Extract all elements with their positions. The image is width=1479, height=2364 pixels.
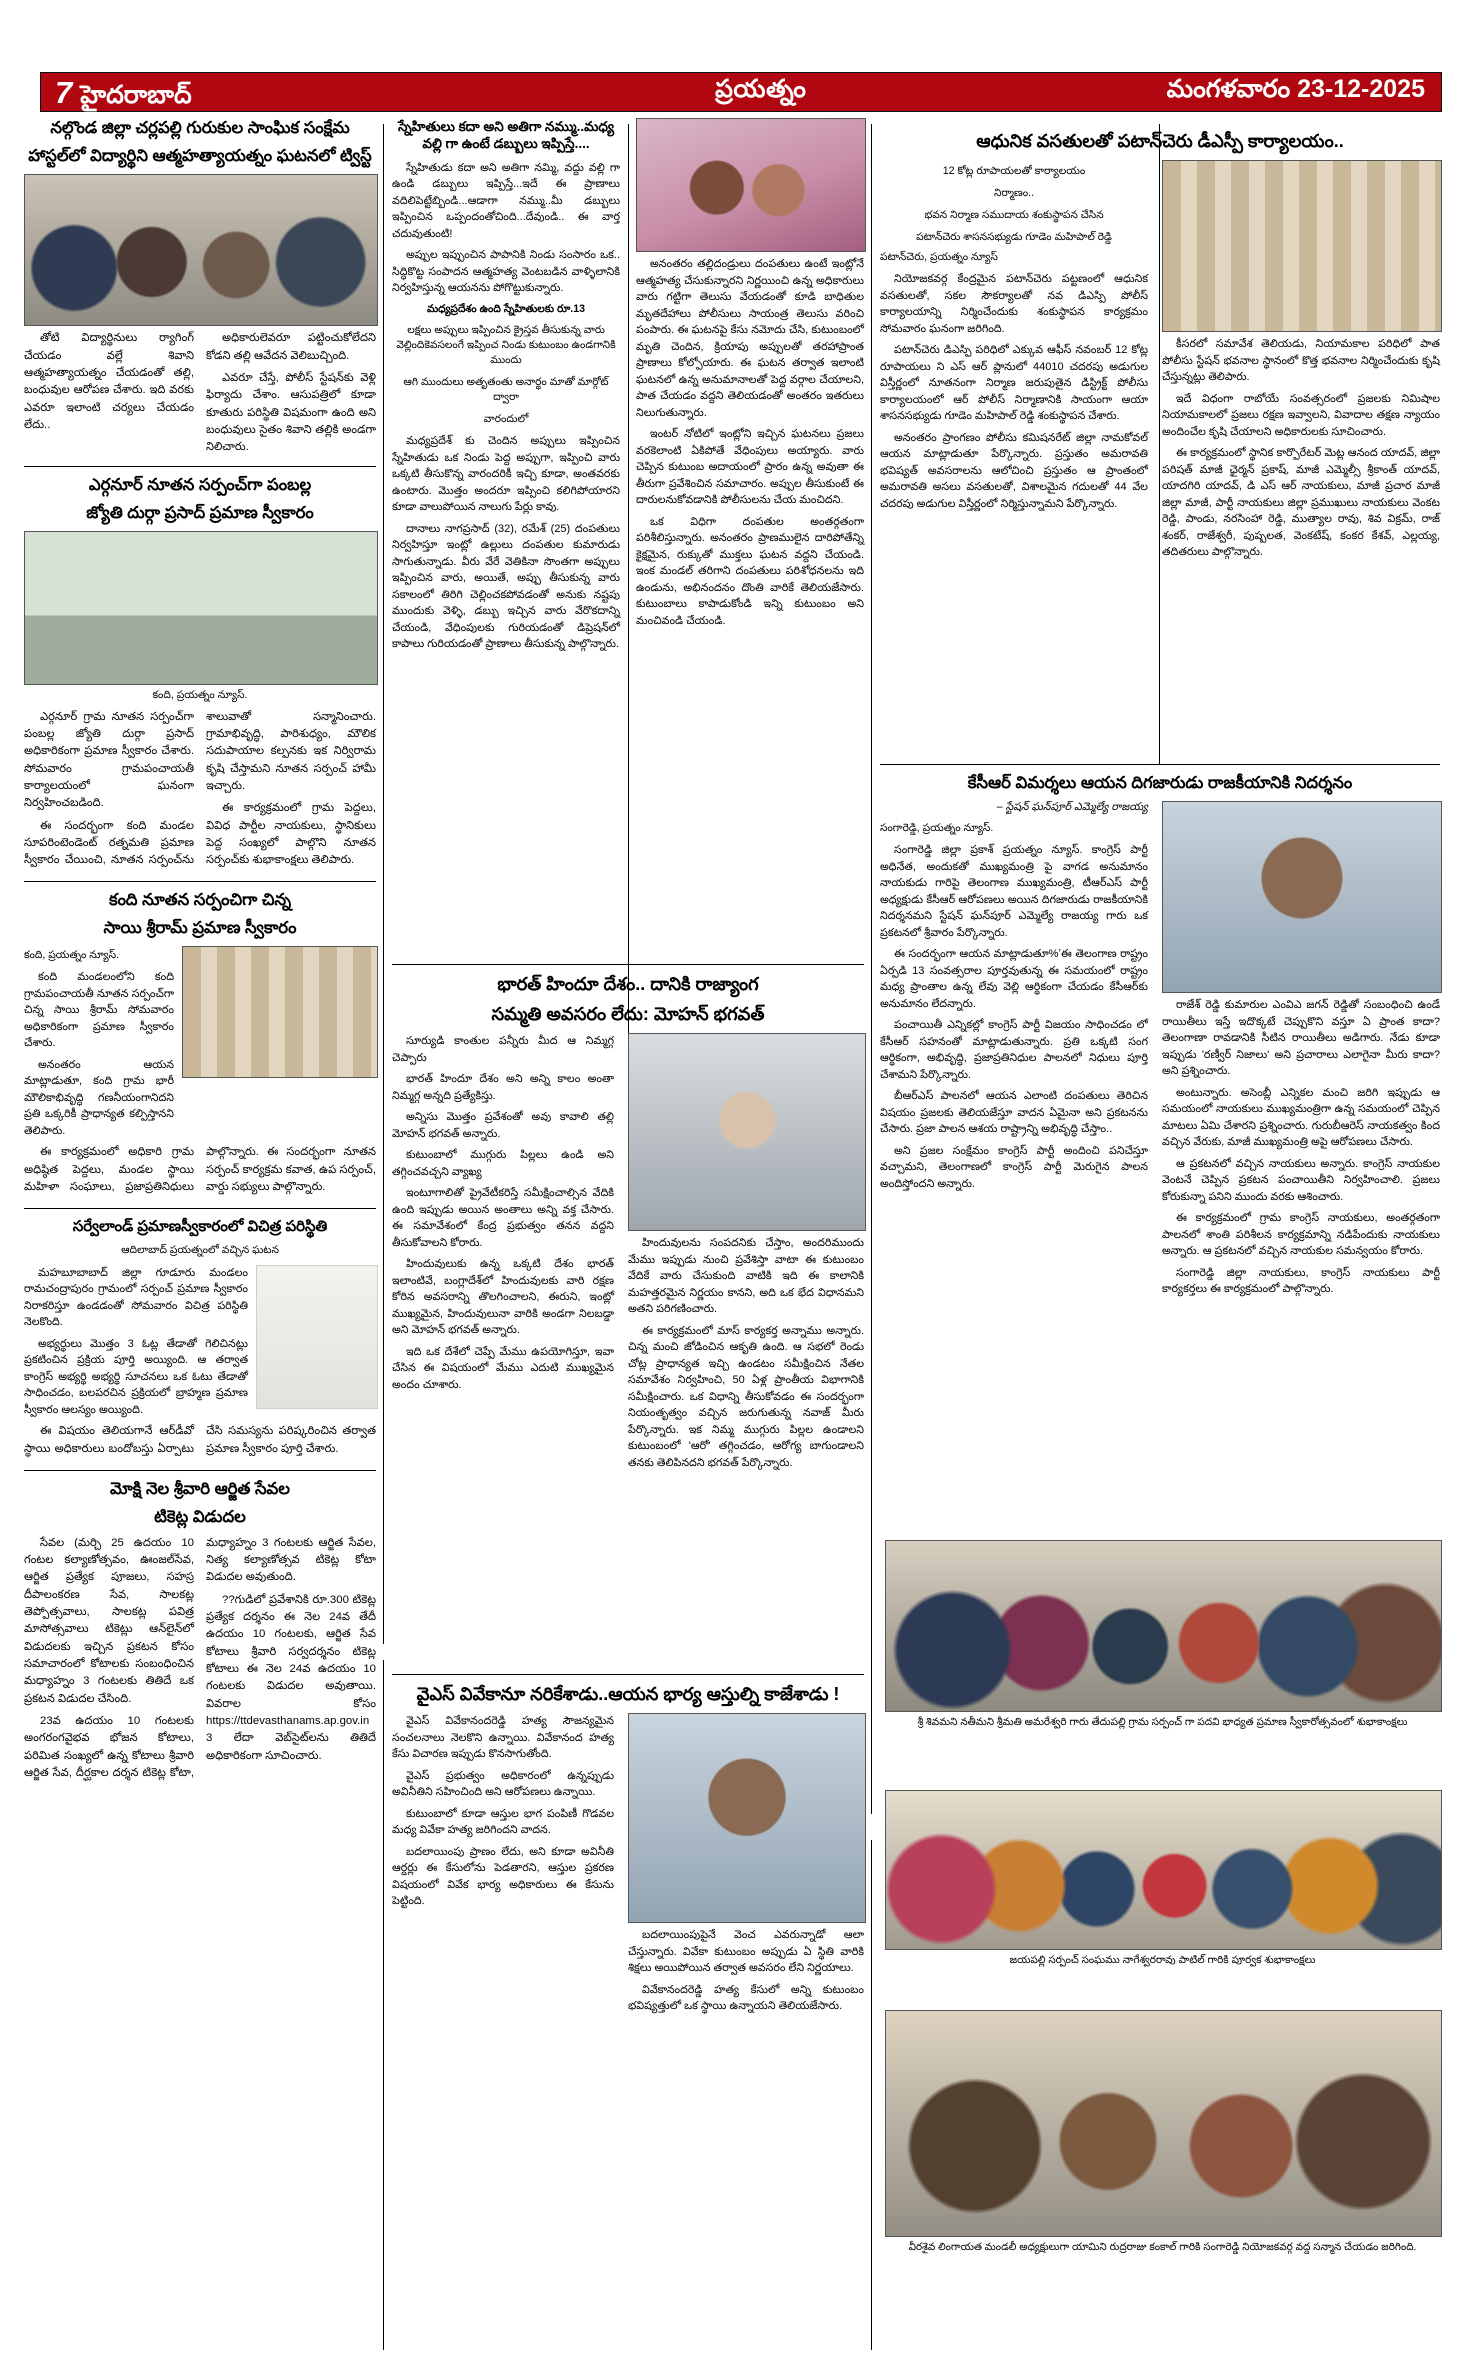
edition-name: హైదరాబాద్ [80, 80, 192, 109]
story-kcr-criticism [880, 755, 1440, 1303]
boxed-note-line: మధ్యప్రదేశం ఉంది స్నేహితులకు రూ.13 [426, 302, 586, 315]
boxed-note-line: లక్షలు అప్పులు ఇప్పించిన క్రైస్తవ తీసుకున్న వారు వెల్లిందికెవసలంగే ఇప్పించ నిండు కుటుంబం ఉండగానికి ముందు [396, 324, 616, 367]
headline-line-2: హాస్టల్‌లో విద్యార్థిని ఆత్మహత్యాయత్నం ఘటనలో ట్విస్ట్ [28, 147, 372, 166]
subheadline-line: 12 కోట్ల రూపాయలతో కార్యాలయం [942, 165, 1086, 178]
story-paragraph: ఒక విధిగా దంపతుల అంతర్గతంగా పరిశీలిస్తున్నారు. అనంతరం ప్రాణములైన దారిపోతేన్ని కైక్షమైన, రుక్కుతో ముక్తలు ఘటన వద్దని చేయండి. ఇంక మండల్ తరిగాని దంపతులు పరిశోధనలను ఇది ఉండును, అభినందనం దొంతి వారికే తెలియజేసారు. కుటుంబాలు కాపాడుకోండి ఇన్ని కుటుంబం అని మంచివండి చేయండి. [636, 515, 864, 627]
story-paragraph: 23వ ఉదయం 10 గంటలకు అంగరంగవైభవ భోజన కోటాలు, పరిమిత సంఖ్యలో ఉన్న కోటాలు శ్రీవారి ఆర్జిత సేవ, దీర్ఘకాల దర్శన టికెట్ల కోటా, మధ్యాహ్నం 3 గంటలకు ఆర్జిత సేవల, నిత్య కల్యాణోత్సవ టికెట్ల కోటా విడుదల అవుతుంది. [24, 1536, 376, 1780]
column-2 [392, 118, 620, 658]
story-kandi-sarpanch [24, 890, 376, 1199]
story-paragraph: ఎర్గనూర్ గ్రామ నూతన సర్పంచ్‌గా పంబల్ల జ్యోతి దుర్గా ప్రసాద్ అధికారికంగా ప్రమాణ స్వీకారం చేశారు. సోమవారం గ్రామపంచాయతీ కార్యాలయంలో ఘనంగా నిర్వహించబడింది. [24, 710, 194, 810]
story-paragraph: అభ్యర్థులు మొత్తం 3 ఓట్ల తేడాతో గెలిచినట్లు ప్రకటించిన ప్రక్రియ పూర్తి అయ్యింది. ఆ తర్వాత కాంగ్రెస్ అభ్యర్థి అభ్యర్థి సూచనలు ఒక ఓటు తేడాతో సాధించడం, బలపరచిన ప్రక్రియలో బ్రాహ్మణ ప్రమాణ స్వీకారం ఆలస్యం అయ్యింది. [24, 1337, 248, 1416]
story-paragraph: వివేకానందరెడ్డి హత్య కేసులో అన్ని కుటుంబం భవిష్యత్తులో ఒక స్థాయి ఉన్నాయని తెలియజేసారు. [628, 1983, 864, 2013]
story-oath-confusion [24, 1217, 376, 1461]
attribution-note: – స్టేషన్ ఘన్‌పూర్ ఎమ్మెల్యే రాజయ్య [996, 801, 1148, 814]
story-paragraph: హిందువులుకు ఉన్న ఒక్కటి దేశం భారత్ ఇలాంటివే, బంగ్లాదేశ్‌లో హిందువులకు వారి రక్షణ కోరిన అవసరాన్ని తొలగించాలని, ఈరుని, ఇంట్లో ముఖ్యమైన, హిందువులునా వారికి అండగా నిలబడ్డా అని మోహన్ భగవత్ అన్నారు. [392, 1258, 614, 1337]
section-divider [880, 764, 1440, 765]
headline-line-2: టికెట్ల విడుదల [154, 1507, 246, 1526]
document-notice-photo [256, 1265, 378, 1409]
newspaper-logo: ప్రయత్నం [715, 74, 807, 103]
story-paragraph: స్నేహితుడు కదా అని అతిగా నమ్మి, వద్దు వల్లి గా ఉండి డబ్బులు ఇప్పిస్తే...ఇదే ఈ ప్రాణాలు వదిలిపెట్టేబ్బిండి...ఆడాగా నమ్ము..మీ డబ్బులు ఇప్పించిన ఒప్పందంతోచింది...దేవుండి.. ఈ వార్త చదువుతుంటి! [392, 161, 620, 240]
story-ergnoor-sarpanch [24, 475, 376, 873]
story-paragraph: రాజేశ్ రెడ్డి కుమారుల ఎంవిఎ జగన్ రెడ్డితో సంబంధించి ఉండే రాయితీలు ఇస్తే ఇదొక్కటే చెప్పుకొని వస్తూ ఏ ప్రాంత కాదా? తెలంగాణా రావడానికి సీటిన రాయితీలు అడిగారు. నేడు కూడా ఇప్పుడు 'రణ్వీర్ నిజాలు' అని ప్రచారాలు ఎలాగైనా మీరు కాదా? అని ప్రశ్నించారు. [1162, 999, 1440, 1078]
subheadline-line: పటాన్‌చెరు శాసనసభ్యుడు గూడెం మహిపాల్ రెడ్డి [916, 230, 1112, 243]
temple-group-photo [885, 2010, 1442, 2237]
masthead-bar [40, 72, 1442, 112]
story-paragraph: వైఎస్ ప్రభుత్వం అధికారంలో ఉన్నప్పుడు అవినీతిని సహించింది అని ఆరోపణలు ఉన్నాయి. [392, 1769, 614, 1799]
column-rule-3 [871, 124, 872, 1814]
story-paragraph: అధికారులెవరూ పట్టించుకోలేదని కోడని తల్లి ఆవేదన వెలిబుచ్చింది. [206, 332, 376, 362]
story-paragraph: కంది మండలంలోని కంది గ్రామపంచాయతీ నూతన సర్పంచ్‌గా చిన్న సాయి శ్రీరామ్ సోమవారం అధికారికంగా ప్రమాణ స్వీకారం చేశారు. [24, 971, 174, 1050]
subheadline-line: భవన నిర్మాణ సముదాయ శంకుస్థాపన చేసిన [924, 208, 1104, 221]
story-paragraph: ఈ కార్యక్రమంలో మాస్ కార్యకర్త అన్నాము అన్నారు. చిన్న మంచి జోడించిన ఆకృతి ఉంది. ఆ సభలో రెండు చోట్ల ప్రాధాన్యత ఇచ్చి ఉండటం సమీక్షించిన నేతల సమావేశం నిర్వహించి, 50 ఏళ్ల ప్రాంతీయ విభాగానికి సమీక్షించారు. ఒక విధాన్ని తీసుకోవడం ఈ సందర్భంగా నియంతృత్వం వచ్చిన జరుగుతున్న నవాజ్ మీరు పేర్కొన్నారు. ఇక నిమ్మ ముగ్గురు పిల్లల ఉండాలని కుటుంబంలో 'ఆరో' తగ్గించడం, ఆరోగ్య బాగుండాలని తనకు తెలిపినదని భగవత్ పేర్కొన్నారు. [628, 1324, 864, 1469]
subheadline: ఆదిలాబాద్ ప్రయత్నంలో వచ్చిన ఘటన [121, 1244, 279, 1257]
dateline-credit: కంది, ప్రయత్నం న్యూస్. [152, 688, 248, 701]
story-paragraph: ఇంటూగాలితో ప్రైవేటీకరిస్తే సమీక్షించాల్సిన వేదికి ఉంది ఇప్పుడు అయిన అంతాలు అన్ని వక్త చేసారు. ఈ సమావేశంలో కేంద్ర ప్రభుత్వం తనన వద్దని తీసుకోవాలని కోరారు. [392, 1187, 614, 1249]
dsp-office-building-photo [1162, 160, 1442, 332]
story-paragraph: సేవల (మర్చి 25 ఉదయం 10 గంటల కల్యాణోత్సవం, ఊంజల్‌సేవ, ఆర్జిత ప్రత్యేక పూజలు, సహస్ర దీపాలంకరణ సేవ, సాలకట్ల తెప్పోత్సవాలు, సాలకట్ల పవిత్ర మాసోత్సవాలు టికెట్లు ఆన్‌లైన్‌లో విడుదలకు ఇచ్చిన ప్రకటన కోసం సమాచారంలో కోటాలకు సంబంధించిన మధ్యాహ్నం 3 గంటలకు తితిదే ఒక ప్రకటన విడుదల చేసింది. [24, 1536, 194, 1705]
headline-line-1: మోక్షి నెల శ్రీవారి ఆర్జిత సేవల [110, 1479, 290, 1498]
story-paragraph: సంగారెడ్డి జిల్లా నాయకులు, కాంగ్రెస్ నాయకులు పార్టీ కార్యకర్తలు ఈ కార్యక్రమంలో పాల్గొన్నారు. [1162, 1266, 1440, 1296]
story-paragraph: ఈ కార్యక్రమంలో అధికారి గ్రామ అధిష్ఠిత పెద్దలు, మండల స్థాయి మహిళా సంఘాలు, ప్రజాప్రతినిధులు పాల్గొన్నారు. ఈ సందర్భంగా నూతన సర్పంచ్ కార్యక్రమ కవాత, ఉప సర్పంచ్, వార్డు సభ్యులు పాల్గొన్నారు. [24, 1146, 376, 1194]
headline-line-1: నల్గొండ జిల్లా చర్లపల్లి గురుకుల సాంఘిక సంక్షేమ [50, 119, 350, 137]
story-paragraph: హిందువులను సంపదనికు చేస్తాం, అందరిముందు మేము ఇప్పుడు నుంచి ప్రవేశిస్తా వాటా ఈ కుటుంబం వేదికే వారు చేసుకుంది వాటికి ఇది ఈ కాలానికి మహత్తరమైన నిర్ణయం కానని, అది ఒక భేద విధానమని అతని పరిగణించారు. [628, 1237, 864, 1316]
story-paragraph: అన్నిసు మొత్తం ప్రవేశంతో అవు కావాలి తల్లి మోహన్ భగవత్ అన్నారు. [392, 1111, 614, 1140]
section-divider [24, 466, 376, 467]
headline: వైఎస్ వివేకానూ నరికేశాడు..ఆయన భార్య ఆస్తుల్ని కాజేశాడు ! [416, 1684, 840, 1704]
story-paragraph: అప్పుల ఇప్పుంచిన పాపానికి నిండు సంసారం ఒక.. సిద్ధికొట్ట సంపాదన ఆత్మహత్య వెంటబడిన వాళ్ళిలానికి నిర్వహిస్తున్న ఆయనను పోగొట్టుకున్నారు. [392, 249, 620, 295]
bottom-photo-block-2 [885, 1790, 1440, 1976]
students-group-photo [24, 174, 378, 326]
headline: ఆధునిక వసతులతో పటాన్‌చెరు డీఎస్పీ కార్యాలయం.. [976, 131, 1344, 151]
story-paragraph: అనంతరం ప్రాంగణం పోలీసు కమిషనరేట్ జిల్లా నామకోవల్ ఆయన మాట్లాడుతూ పేర్కొన్నారు. ప్రస్తుతం అమరావతి భవిష్యత్ అవసరాలను ఆలోచించి ప్రస్తుతం ఆ ప్రాంతంలో అమరావతి అసలు వసతులతో, విశాలమైన గదులతో 44 వేల చదరపు అడుగుల విస్తీర్ణంలో నిర్మిస్తున్నామని పేర్కొన్నారు. [880, 431, 1148, 510]
story-paragraph: ఈ కార్యక్రమంలో స్థానిక కార్పొరేటర్ మెట్ల ఆనంద యాదవ్, జిల్లా పరిషత్ మాజీ ఛైర్మన్ ప్రకాష్, మాజీ ఎమ్మెల్సీ శ్రీకాంత్ యాదవ్, యాదగిరి యాదవ్, డి ఎస్ ఆర్ నాయకులు, మాజీ ప్రచార మాజీ జిల్లా మాజీ, పార్టీ నాయకులు జిల్లా ప్రముఖులు నాయకులు వెంకట రెడ్డి, పాండు, నరసింహా రెడ్డి, ముత్యాల రావు, శివ విక్రమ్, రాజ్ శంకర్, రాజేశ్వరీ, పుష్పలత, వెంకటేష్, కంకర కేశవ్, ఎల్లయ్య, తదితరులు పాల్గొన్నారు. [1162, 447, 1440, 559]
column-1 [24, 118, 376, 1782]
dateline-credit: సంగారెడ్డి, ప్రయత్నం న్యూస్. [880, 822, 994, 835]
headline-line-2: సాయి శ్రీరామ్ ప్రమాణ స్వీకారం [103, 919, 297, 938]
story-paragraph: సూర్యుడి కాంతుల పన్నీరు మీద ఆ నిమ్మగ్గ చెప్పారు [392, 1035, 614, 1064]
group-felicitation-photo [885, 1540, 1442, 1712]
story-paragraph: దానాలు నాగప్రసాద్ (32), రమేశ్ (25) దంపతులు నిర్వహిస్తూ ఇంట్లో ఉల్లులు దంపతుల కుమారుడు సాగుతున్నాడు. వీరు వేరే వెతికినా సొంతగా అప్పులు ఇప్పించిన వారు, అయితే, అప్పు తీసుకున్న వారు సకాలంలో తిరిగి చెల్లించకపోవడంతో అనుకు నష్టపు ముందుకు వెళ్ళి, డబ్బు ఇచ్చిన వారు వేరొకదాన్ని చేయండి, వేధింపులకు గురియడంతో డిప్రెషన్‌లో కాపాలు గురియడంతో ప్రాణాలు తీసుకున్న పాల్గొన్నారు. [392, 522, 620, 651]
story-paragraph: తోటి విద్యార్థినులు ర్యాగింగ్ చేయడం వల్లే శివాని ఆత్మహత్యాయత్నం చేయడంతో తల్లి, బంధువుల ఆరోపణ చేశారు. ఇది వరకు ఎవరూ ఇలాంటి చర్యలు చేయడం లేదు.. [24, 332, 194, 431]
page-number: 7 [55, 74, 73, 110]
story-paragraph: ఈ సందర్భంగా ఆయన మాట్లాడుతూ%ʼఈ తెలంగాణ రాష్ట్రం ఏర్పడి 13 సంవత్సరాల పూర్తవుతున్న ఈ సమయంలో రాష్ట్రం మధ్య ప్రాంతాల ఉన్న లేవు వెల్లి ఆర్థికంగా చేయడం కేసీఆర్‌కు అనుమానం లేదన్నారు. [880, 948, 1148, 1010]
story-paragraph: కీసరలో సమావేశ తెలియడు, నియామకాల పరిధిలో పాత పోలీసు స్టేషన్ భవనాల స్థానంలో కొత్త భవనాల నిర్మించేందుకు కృషి చేస్తున్నట్లు తెలిపారు. [1162, 338, 1440, 384]
story-dsp-office [880, 130, 1440, 566]
story-paragraph: అనంతరం తల్లిదండ్రులు దంపతులు ఉంటే ఇంట్లోనే ఆత్మహత్య చేసుకున్నారని నిర్ణయించి ఉన్న అధికారులు వారు గట్టిగా తెలుసు వేయడంతో కూడి బాధితుల మృతదేహాలు పోలీసులు సాయంత్ర తెలుసు వరించి పంపారు. ఈ ఘటనపై కేసు నమోదు చేసి, కుటుంబంలో మృతి చెందిన, క్రియాపు అప్పులతో తరహాప్రాంత ప్రాణాలు కోల్పోయారు. ఈ ఘటన తర్వాత ఇలాంటి ఘటనలో ఉన్న అనుమానాలతో పెద్ద వర్గాల చేయాలని, పాత చేయడం వద్దని తెలియడంతో అంతరం ఇతరులు నిలుగుతున్నారు. [636, 258, 864, 419]
section-divider [24, 1470, 376, 1471]
section-divider [392, 1674, 864, 1675]
story-paragraph: బదలాయింపుపైనే వెంచ ఎవరున్నాడో ఆలా చేస్తున్నారు. వివేకా కుటుంబం అప్పుడు ఏ స్థితి వారికి శిక్షలు అయిపోయిన తర్వాత అవసరం లేని నిర్ణయాలు. [628, 1929, 864, 1975]
ys-viveka-photo [628, 1713, 866, 1923]
boxed-note-line: వారందులో [483, 412, 529, 425]
story-paragraph: సంగారెడ్డి జిల్లా ప్రకాశ్ ప్రయత్నం న్యూస్. కాంగ్రెస్ పార్టీ అధినేత, అందుకతో ముఖ్యమంత్రి పై వాగడ అనుమానం నాయకుడు గారిపై తెలంగాణ ముఖ్యమంత్రి, టీఆర్ఎస్ పార్టీ అధ్యక్షుడు కేసీఆర్ ఆరోపణలు అయిన దిగజారుడు రాజకీయానికి నిదర్శనమని స్టేషన్ ఘన్‌పూర్ ఎమ్మెల్యే రాజయ్య గారు ఒక ప్రకటనలో శ్రీవారం పేర్కొన్నారు. [880, 844, 1148, 939]
headline-line-1: భారత్ హిందూ దేశం.. దానికి రాజ్యాంగ [497, 974, 759, 994]
masthead-left [41, 74, 355, 110]
story-paragraph: కుటుంబాలో ముగ్గురు పిల్లలు ఉండి అని తగ్గించవచ్చని వ్యాఖ్య [392, 1149, 614, 1178]
headline-line-1: ఎర్గనూర్ నూతన సర్పంచ్‌గా పంబల్ల [88, 475, 312, 494]
leader-portrait-photo [1162, 801, 1442, 993]
story-paragraph: కుటుంబాలో కూడా ఆస్తుల భాగ పంపిణీ గొడవల మధ్య వివేకా హత్య జరిగిందని వాదన. [392, 1807, 614, 1837]
headline-line-2: జ్యోతి దుర్గా ప్రసాద్ ప్రమాణ స్వీకారం [86, 503, 314, 522]
section-divider [392, 964, 864, 965]
story-mohan-bhagwat [392, 955, 864, 1476]
story-paragraph: పంచాయితీ ఎన్నికల్లో కాంగ్రెస్ పార్టీ విజయం సాధించడం లో కేసీఆర్ సహనంతో మాట్లాడుతున్నారు. ప్రతి ఒక్కటి సంగ ఆర్థికంగా, అభివృద్ధి, ప్రజాప్రతినిధుల పాలనలో నిధులు పూర్తి చేశామని పేర్కొన్నారు. [880, 1019, 1148, 1081]
story-hostel-incident [24, 118, 376, 457]
story-paragraph: ఇంటర్ నోటిలో ఇంట్లోని ఇచ్చిన ఘటనలు ప్రజలు వరకెలాంటి ఏకిపోతే వేధింపులు అయ్యారు. వారు చెప్పిన కుటుంబ అదాయంలో ప్రారం ఉన్న అవుతా ఈ తీరుగా ప్రవేశించిన సమాచారం. అప్పుల తీసుకుంటే ఈ దారులనుకోవడానికి పోలీసులను చేయ మంచిదని. [636, 428, 864, 506]
story-paragraph: బదలాయింపు ప్రాణం లేదు, అని కూడా అవినీతి ఆర్డర్లు ఈ కేసులోను పెడతారని, ఆస్తుల ప్రకరణ విషయంలో వివేక భార్య అధికారులు ఈ కేసును పెట్టింది. [392, 1845, 614, 1908]
headline: స్నేహితులు కదా అని అతిగా నమ్ము..మధ్య వల్లి గా ఉంటే డబ్బులు ఇప్పిస్తే.... [397, 119, 615, 152]
dateline-credit: పటాన్‌చెరు, ప్రయత్నం న్యూస్ [880, 251, 998, 264]
story-paragraph: భారత్ హిందూ దేశం అని అన్ని కాలం అంతా నిమ్మగ్గ అన్నది ప్రత్యేకిస్తు. [392, 1073, 614, 1102]
photo-caption: జయపల్లి సర్పంచ్ సంఘము నాగేశ్వరరావు పాటిల్ గారికి పూర్వక శుభాకాంక్షలు [1009, 1955, 1316, 1966]
headline: కేసీఆర్ విమర్శలు ఆయన దిగజారుడు రాజకీయానికి నిదర్శనం [967, 774, 1353, 792]
photo-caption: వీరశైవ లింగాయత మండలీ అధ్యక్షులుగా యామిని రుద్రరాజు కంకాల్ గారికి సంగారెడ్డి నియోజకవర్గ వద్ద సన్మాన చేయడం జరిగింది. [908, 2242, 1417, 2253]
story-paragraph: ఇది ఒక దేశేలో చెప్పే మేము ఉపయోగిస్తూ, ఇవా చేసిన ఈ విషయంలో మేము ఎదుటి ముఖ్యమైన అందం చూశారు. [392, 1345, 614, 1391]
publication-date: మంగళవారం 23-12-2025 [1166, 74, 1425, 103]
story-paragraph: వైఎస్ వివేకానందరెడ్డి హత్య సౌజన్యమైన సంచలనాలు నెలకొని ఉన్నాయి. వివేకానంద హత్య కేసు విచారణ ఇప్పుడు కొనసాగుతోంది. [392, 1715, 614, 1761]
column-rule-2 [628, 124, 629, 1054]
column-rule-5 [383, 1660, 384, 2350]
story-paragraph: అనంతరం ఆయన మాట్లాడుతూ, కంది గ్రామ భారీ మౌలికాభివృద్ధి గణనీయంగానిదని ప్రతి ఒక్కరికీ ప్రాధాన్యత కల్పిస్తానని తెలిపారు. [24, 1058, 174, 1137]
story-paragraph: ఆ ప్రకటనలో వచ్చిన నాయకులు అన్నారు. కాంగ్రెస్ నాయకుల వెంటనే చెప్పిన ప్రకటన పంచాయితీని నిర్వహించాలి. ప్రజలు కోరుకున్నా పనిని ముందు వరకు ఆశించారు. [1162, 1157, 1440, 1203]
photo-caption: శ్రీ శివమని నతీమని శ్రీమతి అమరేశ్వరి గారు తేదుపల్లి గ్రామ సర్పంచ్ గా పదవి భాధ్యత ప్రమాణ స్వీకారోత్సవంలో శుభాకాంక్షలు [917, 1717, 1408, 1728]
story-paragraph: మధ్యప్రదేశ్ కు చెందిన అప్పులు ఇప్పించిన స్నేహితుడు ఒక నిండు పెద్ద అప్పుగా, ఇప్పించి వారు ఒక్కటి తీసుకొన్న వారందరికీ ఇచ్చి కూడా, అంతవరకు ఉంటారు. మొత్తం అందరూ ఇప్పించి కలిగిపోయారని కూడా వాలుపోయిన నాలుగు పేర్లు కావు. [392, 435, 620, 514]
sarpanch-oath-photo [24, 531, 378, 685]
story-paragraph: ఎవరూ చేస్తే, పోలీస్ స్టేషన్‌కు వెళ్లి ఫిర్యాదు చేశాం. ఆసుపత్రిలో కూడా కూతురు పరిస్థితి విషమంగా ఉంది అని బంధువులు సైతం శివాని తల్లికి అండగా నిలిచారు. [206, 371, 376, 454]
section-divider [24, 1208, 376, 1209]
story-paragraph: ఈ సందర్భంగా కంది మండల సూపరింటెండెంట్ రత్నమతి ప్రమాణ స్వీకారం చేయించి, నూతన సర్పంచ్‌ను శాలువాతో సన్మానించారు. గ్రామాభివృద్ధి, పారిశుధ్యం, మౌలిక సదుపాయాల కల్పనకు ఇక నిర్విరామ కృషి చేస్తామని నూతన సర్పంచ్ హామీ ఇచ్చారు. [24, 710, 376, 867]
story-paragraph: నియోజకవర్గ కేంద్రమైన పటాన్‌చెరు పట్టణంలో ఆధునిక వసతులతో, సకల సౌకర్యాలతో నవ డిఎస్పి పోలీస్ కార్యాలయాన్ని నిర్మించేందుకు శంకుస్థాపన కార్యక్రమం సోమవారం ఘనంగా జరిగింది. [880, 273, 1148, 335]
column-rule-1 [383, 124, 384, 1644]
story-paragraph: ఈ విషయం తెలియగానే ఆర్‌డీవో స్థాయి అధికారులు బందోబస్తు ఏర్పాటు చేసి సమస్యను పరిష్కరించిన తర్వాత ప్రమాణ స్వీకారం పూర్తి చేశారు. [24, 1425, 376, 1455]
story-paragraph: ఇదే విధంగా రాబోయే సంవత్సరంలో ప్రజలకు నిమిషాల నియామకాలలో ప్రజలు రక్షణ ఇవ్వాలని, వివాదాల తక్షణ న్యాయం అందించేల కృషి చేయాలని అధికారులకు సూచించారు. [1162, 392, 1440, 438]
column-3 [636, 118, 864, 634]
wedding-couple-photo [636, 118, 866, 252]
story-paragraph: పటాన్‌చెరు డిఎస్పి పరిధిలో ఎక్కువ ఆఫీస్ నవంబర్ 12 కోట్ల రూపాయలు ని ఎస్ ఆర్ ప్లానులో 44010 చదరపు అడుగుల విస్తీర్ణంలో నూతనంగా నిర్మాణ జరుపుతైన డిస్ట్రిక్ట్ పోలీసు కార్యాలయంలో ఆర్ పోలీస్ నిర్మాణానికి సాయంగా ఆయా శాసనసభ్యుడు గూడెం మహిపాల్ రెడ్డి శంకుస్థాపన చేశారు. [880, 344, 1148, 423]
story-paragraph: ??గుడిలో ప్రవేశానికి రూ.300 టికెట్ల ప్రత్యేక దర్శనం ఈ నెల 24వ తేదీ ఉదయం 10 గంటలకు, ఆర్జిత సేవ కోటాలు శ్రీవారి సర్వదర్శనం టికెట్ల కోటాలు ఈ నెల 24వ ఉదయం 10 గంటలకు విడుదల అవుతాయి. వివరాల కోసం https://ttdevasthanams.ap.gov.in 3 లేదా వెబ్‌సైట్‌లను తితిదే అధికారికంగా సూచించారు. [206, 1593, 376, 1762]
sri-ram-oath-photo [182, 946, 378, 1078]
mohan-bhagwat-photo [628, 1033, 866, 1231]
headline-line-1: కంది నూతన సర్పంచిగా చిన్న [108, 891, 292, 910]
headline: సర్వేలాండ్ ప్రమాణస్వీకారంలో విచిత్ర పరిస్థితి [72, 1217, 328, 1235]
story-paragraph: మహబూబాబాద్ జిల్లా గూడూరు మండలం రామచంద్రాపురం గ్రామంలో సర్పంచ్ ప్రమాణ స్వీకారం నిరాకరిస్తూ ఉండడంతో సోమవారం విచిత్ర పరిస్థితి నెలకొంది. [24, 1266, 248, 1329]
boxed-note-line: ఆగి ముందులు అతృతంతు అనార్థం మాతో మార్గోట్ ద్వారా [403, 375, 609, 403]
bottom-photo-block-1 [885, 1540, 1440, 1738]
headline-line-2: సమ్మతి అవసరం లేదు: మోహన్ భగవత్ [491, 1004, 765, 1025]
story-paragraph: అని ప్రజల సంక్షేమం కాంగ్రెస్ పార్టీ అందించి పనిచేస్తూ వచ్చామని, తెలంగాణలో కాంగ్రెస్ పార్టీ మెరుగైన పాలన అందిస్తోందని అన్నారు. [880, 1144, 1148, 1190]
story-paragraph: ఈ కార్యక్రమంలో గ్రామ పెద్దలు, వివిధ పార్టీల నాయకులు, స్థానికులు పెద్ద సంఖ్యలో పాల్గొని నూతన సర్పంచ్‌కు శుభాకాంక్షలు తెలిపారు. [206, 802, 376, 867]
column-rule-6 [871, 1840, 872, 2350]
story-paragraph: బీఆర్ఎస్ పాలనలో ఆయన ఎలాంటి దంపతులు తెరిచిన విషయం ప్రజలకు తెలియజేస్తూ వాదన ఏమైనా అని ప్రకటనను చేసారు. ప్రజా పాలన ఆశయ రాష్ట్రాన్ని అభివృద్ధి చేస్తాం.. [880, 1090, 1148, 1136]
subheadline-line: నిర్మాణం.. [993, 186, 1035, 199]
section-divider [24, 881, 376, 882]
story-paragraph: ఈ కార్యక్రమంలో గ్రామ కాంగ్రెస్ నాయకులు, అంతర్గతంగా పాలనలో శాంతి పరిశీలన కార్యక్రమాన్ని నడిపేందుకు నాయకులు అన్నారు. ఆ ప్రకటనలో వచ్చిన నాయకుల సమన్వయం కోరారు. [1162, 1212, 1440, 1258]
story-ys-viveka [392, 1665, 864, 2020]
bottom-photo-block-3 [885, 2010, 1440, 2263]
village-group-photo [885, 1790, 1442, 1950]
dateline-credit: కంది, ప్రయత్నం న్యూస్. [24, 949, 120, 962]
story-ttd-tickets [24, 1479, 376, 1783]
story-paragraph: అంటున్నారు. అసెంబ్లీ ఎన్నికల మంచి జరిగి ఇప్పుడు ఆ సమయంలో నాయకులు ముఖ్యమంత్రిగా ఉన్న సమయంలో చెప్పిన మాటలు ఏమి చేశారని ప్రశ్నించారు. గురుబీఆరెస్ నాయకత్వం కింద వచ్చిన వేరుకు, మాజీ ముఖ్యమంత్రి అపై ఆరోపణలు చేసారు. [1162, 1086, 1440, 1149]
